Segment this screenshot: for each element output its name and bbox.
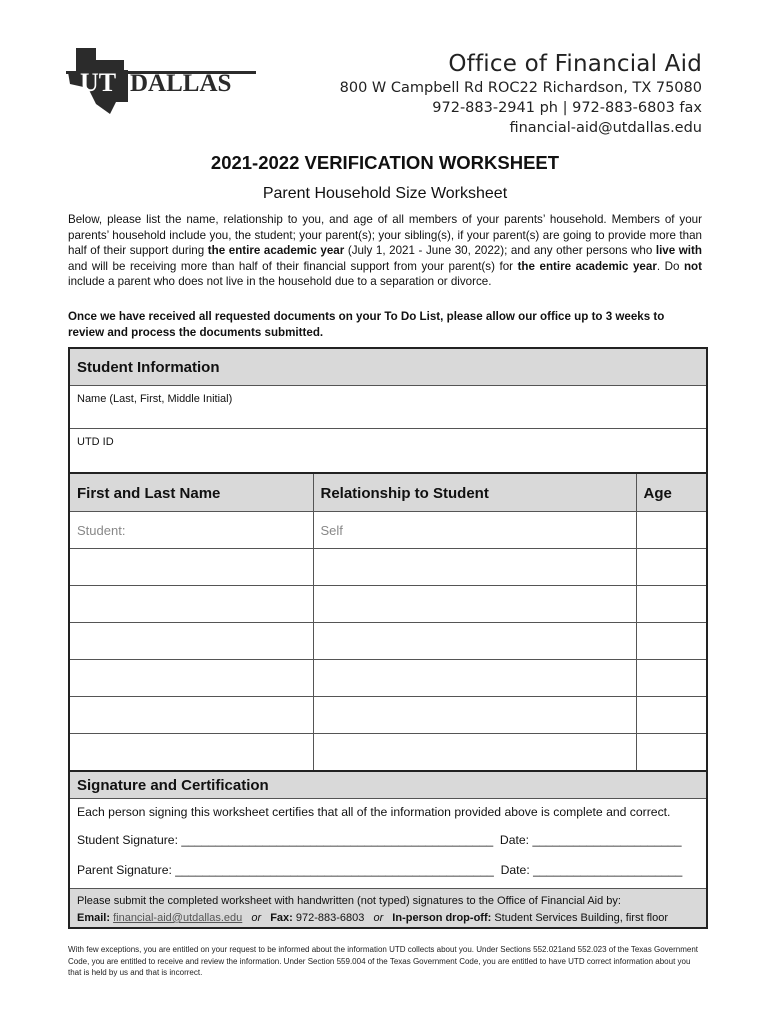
student-signature-line[interactable]: Student Signature: ______________________________________________	[77, 833, 494, 847]
member-relationship-cell[interactable]	[313, 549, 636, 586]
student-name-field[interactable]	[70, 386, 706, 429]
submit-instruction: Please submit the completed worksheet with handwritten (not typed) signatures to the Office of Financial Aid by:	[77, 895, 621, 907]
submission-instructions	[70, 889, 706, 927]
table-row	[70, 697, 706, 734]
page-subtitle: Parent Household Size Worksheet	[262, 185, 508, 202]
member-relationship-cell[interactable]	[313, 660, 636, 697]
submit-methods: Email: financial-aid@utdallas.edu or Fax: 972-883-6803 or In-person drop-off: Student Services Building, first floor	[77, 912, 668, 924]
fax-number: 972-883-6803	[295, 912, 365, 924]
table-row	[70, 623, 706, 660]
member-age-cell[interactable]	[636, 660, 706, 697]
member-age-cell[interactable]	[636, 586, 706, 623]
student-name-label: Name (Last, First, Middle Initial)	[77, 393, 233, 405]
member-name-cell[interactable]	[70, 549, 313, 586]
office-phone-fax: 972-883-2941 ph | 972-883-6803 fax	[432, 100, 702, 116]
table-row	[70, 512, 706, 549]
utd-id-field[interactable]	[70, 429, 706, 474]
utd-id-label: UTD ID	[77, 436, 114, 448]
intro-paragraph: Below, please list the name, relationship to you, and age of all members of your parents’ household. Members of your parents’ household include you, the student; your parent(s); your sibling(s), if your parent(s) are going to provide more than half of their support during the entire academic year (July 1, 2021 - June 30, 2022); and any other persons who live with and will be receiving more than half of their financial support from your parent(s) for the entire academic year. Do not include a parent who does not live in the household due to a separation or divorce.	[68, 213, 702, 288]
signature-heading: Signature and Certification	[70, 772, 706, 799]
table-row	[70, 586, 706, 623]
member-relationship-cell[interactable]	[313, 697, 636, 734]
table-row	[70, 549, 706, 586]
member-name-cell[interactable]	[70, 623, 313, 660]
office-contact	[340, 50, 702, 138]
column-header-name: First and Last Name	[70, 474, 313, 512]
member-name-cell[interactable]	[70, 660, 313, 697]
member-relationship-cell[interactable]	[313, 586, 636, 623]
student-signature-row[interactable]	[77, 829, 699, 859]
signature-section	[70, 799, 706, 889]
member-age-cell[interactable]	[636, 549, 706, 586]
office-email[interactable]: financial-aid@utdallas.edu	[509, 120, 702, 136]
member-name-cell[interactable]	[70, 734, 313, 772]
svg-text:DALLAS: DALLAS	[130, 70, 232, 97]
member-age-cell[interactable]	[636, 623, 706, 660]
member-name-cell[interactable]	[70, 697, 313, 734]
office-name: Office of Financial Aid	[448, 51, 702, 77]
member-relationship-cell[interactable]	[313, 734, 636, 772]
column-header-age: Age	[636, 474, 706, 512]
parent-signature-line[interactable]: Parent Signature: _______________________________________________	[77, 863, 494, 877]
processing-notice: Once we have received all requested documents on your To Do List, please allow our office up to 3 weeks to review and process the documents submitted.	[68, 310, 665, 339]
table-row	[70, 660, 706, 697]
email-link[interactable]: financial-aid@utdallas.edu	[113, 912, 243, 924]
table-row	[70, 734, 706, 772]
household-members-table	[70, 474, 706, 772]
worksheet-form	[68, 347, 708, 929]
svg-text:UT: UT	[80, 68, 117, 97]
page-title: 2021-2022 VERIFICATION WORKSHEET	[210, 152, 560, 173]
office-address: 800 W Campbell Rd ROC22 Richardson, TX 75080	[339, 80, 702, 96]
inperson-location: Student Services Building, first floor	[494, 912, 668, 924]
certification-statement: Each person signing this worksheet certifies that all of the information provided above is complete and correct.	[77, 805, 671, 819]
member-name-cell[interactable]: Student:	[70, 512, 313, 549]
member-relationship-cell[interactable]	[313, 623, 636, 660]
member-age-cell[interactable]	[636, 697, 706, 734]
member-name-cell[interactable]	[70, 586, 313, 623]
parent-date-line[interactable]: Date: ______________________	[500, 863, 683, 877]
member-age-cell[interactable]	[636, 734, 706, 772]
member-age-cell[interactable]	[636, 512, 706, 549]
student-date-line[interactable]: Date: ______________________	[499, 833, 682, 847]
member-relationship-cell[interactable]: Self	[313, 512, 636, 549]
parent-signature-row[interactable]	[77, 859, 699, 889]
column-header-relationship: Relationship to Student	[313, 474, 636, 512]
student-info-heading: Student Information	[70, 349, 706, 386]
privacy-footer: With few exceptions, you are entitled on your request to be informed about the information UTD collects about you. Under Sections 552.021and 552.023 of the Texas Government Code, you are entitled to receive and review the information. Under Section 559.004 of the Texas Government Code, you are entitled to have UTD correct information about you that is held by us and that is incorrect.	[68, 945, 698, 977]
utd-logo	[66, 44, 256, 118]
